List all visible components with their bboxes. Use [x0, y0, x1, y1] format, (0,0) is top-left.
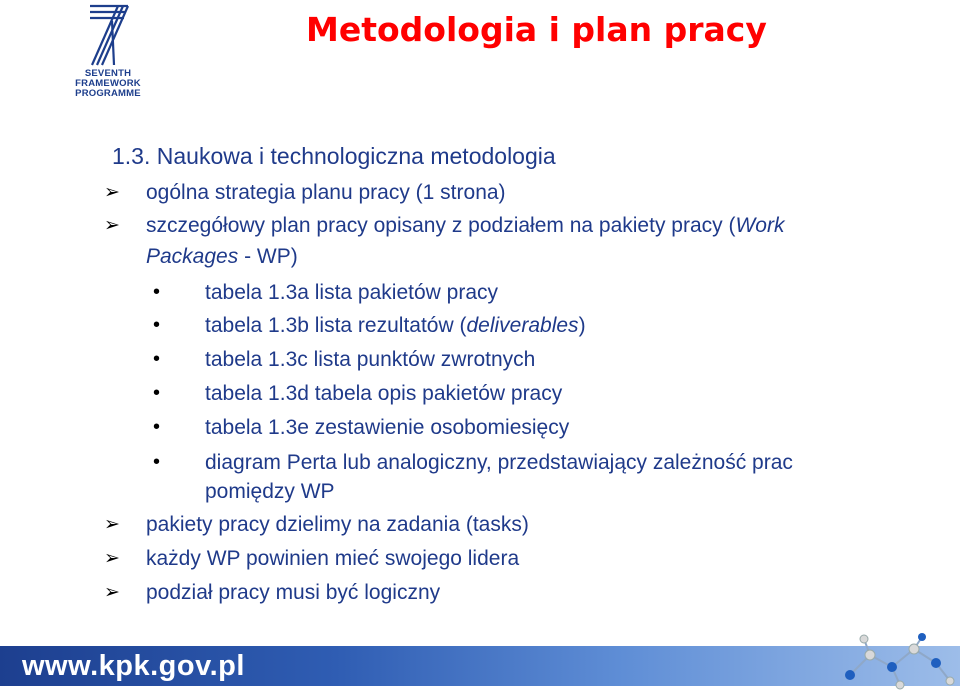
dot-bullet-icon: • — [153, 451, 161, 473]
list-item-text: pakiety pracy dzielimy na zadania (tasks) — [146, 513, 529, 536]
sub-list-item-continuation: pomiędzy WP — [205, 480, 335, 503]
molecule-icon — [830, 633, 960, 691]
footer-url-link[interactable]: www.kpk.gov.pl — [22, 650, 245, 682]
arrow-bullet-icon: ➢ — [104, 215, 120, 236]
page-title: Metodologia i plan pracy — [306, 10, 767, 49]
dot-bullet-icon: • — [153, 281, 161, 303]
list-item-text-italic: deliverables — [466, 314, 579, 337]
arrow-bullet-icon: ➢ — [104, 548, 120, 569]
section-heading: 1.3. Naukowa i technologiczna metodologia — [112, 143, 556, 169]
sub-list-item-text: tabela 1.3e zestawienie osobomiesięcy — [205, 416, 570, 439]
list-item-text-part: tabela 1.3b lista rezultatów ( — [205, 314, 467, 337]
sub-list-item-text: tabela 1.3c lista punktów zwrotnych — [205, 348, 536, 371]
arrow-bullet-icon: ➢ — [104, 582, 120, 603]
list-item-text-part: - WP) — [238, 245, 298, 268]
dot-bullet-icon: • — [153, 382, 161, 404]
arrow-bullet-icon: ➢ — [104, 182, 120, 203]
dot-bullet-icon: • — [153, 348, 161, 370]
list-item-text: ogólna strategia planu pracy (1 strona) — [146, 181, 506, 204]
dot-bullet-icon: • — [153, 416, 161, 438]
list-item-text: podział pracy musi być logiczny — [146, 581, 441, 604]
footer-banner — [0, 633, 960, 691]
fp7-logo — [58, 3, 158, 99]
sub-list-item-text: tabela 1.3a lista pakietów pracy — [205, 281, 499, 304]
list-item-text: każdy WP powinien mieć swojego lidera — [146, 547, 520, 570]
logo-text-line1: SEVENTH FRAMEWORK — [75, 68, 141, 89]
sub-list-item-text — [205, 314, 586, 338]
list-item-text-italic: Work — [735, 214, 785, 237]
sub-list-item-text: tabela 1.3d tabela opis pakietów pracy — [205, 382, 563, 405]
list-item-text-part: ) — [578, 314, 586, 337]
logo-text-line2: PROGRAMME — [75, 88, 141, 99]
dot-bullet-icon: • — [153, 314, 161, 336]
list-item-text-italic: Packages — [146, 245, 239, 268]
list-item-text-part: szczegółowy plan pracy opisany z podziałem na pakiety pracy ( — [146, 214, 736, 237]
list-item-continuation — [146, 245, 298, 269]
arrow-bullet-icon: ➢ — [104, 514, 120, 535]
list-item-text — [146, 214, 784, 238]
sub-list-item-text: diagram Perta lub analogiczny, przedstawiający zależność prac — [205, 451, 793, 474]
fp7-seven-icon — [88, 3, 130, 67]
